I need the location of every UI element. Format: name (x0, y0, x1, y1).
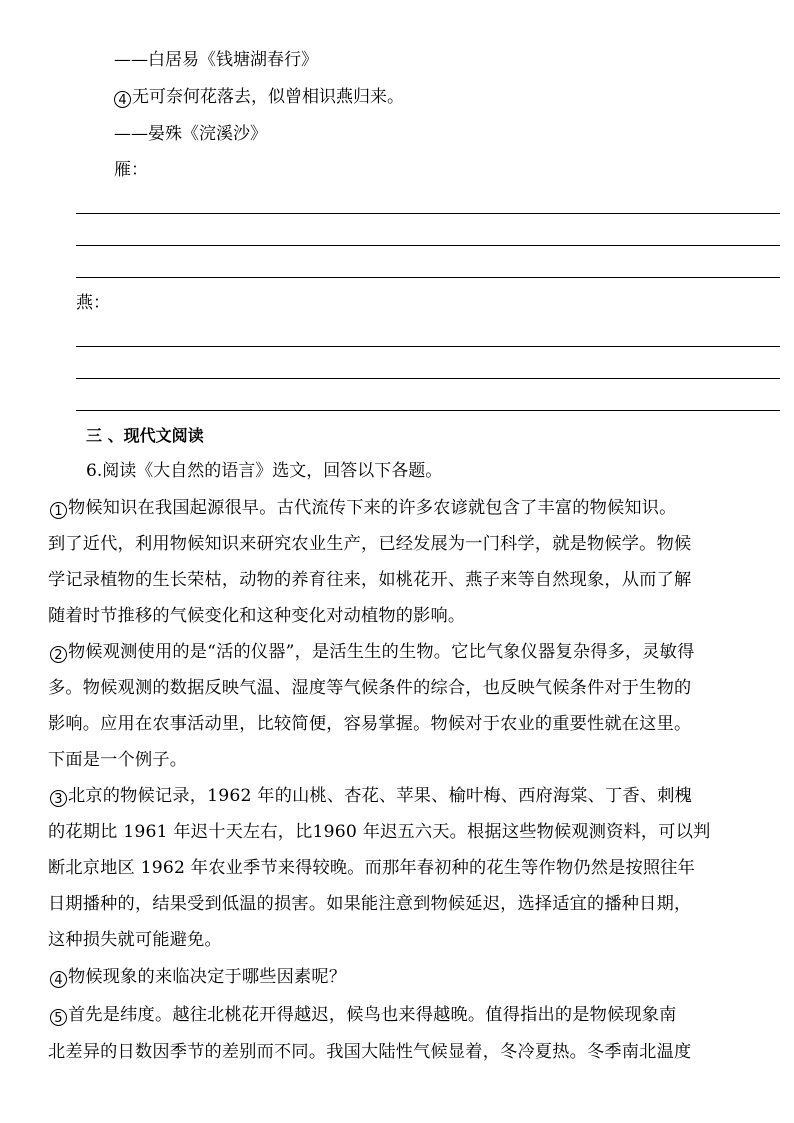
paragraph-text: 物候观测使用的是“活的仪器”，是活生生的生物。它比气象仪器复杂得多，灵敏得 (68, 642, 695, 662)
answer-line-swallow-3[interactable] (76, 410, 780, 411)
paragraph-2-line-4: 下面是一个例子。 (48, 750, 188, 770)
answer-label-swallow: 燕： (76, 293, 110, 313)
paragraph-3-line-4: 日期播种的，结果受到低温的损害。如果能注意到物候延迟，选择适宜的播种日期， (48, 894, 692, 914)
poem-source-yan-shu: ——晏殊《浣溪沙》 (114, 124, 267, 144)
paragraph-5-line-1 (50, 1004, 677, 1026)
paragraph-text: 物候现象的来临决定于哪些因素呢？ (68, 967, 347, 987)
answer-line-goose-2[interactable] (76, 245, 780, 246)
paragraph-2-line-2: 多。物候观测的数据反映气温、湿度等气候条件的综合，也反映气候条件对于生物的 (48, 678, 692, 698)
paragraph-text: 首先是纬度。越往北桃花开得越迟，候鸟也来得越晚。值得指出的是物候现象南 (68, 1005, 677, 1025)
paragraph-3-line-3: 断北京地区 1962 年农业季节来得较晚。而那年春初种的花生等作物仍然是按照往年 (48, 858, 696, 878)
answer-line-swallow-1[interactable] (76, 346, 780, 347)
paragraph-3-line-1 (50, 785, 692, 807)
paragraph-2-line-3: 影响。应用在农事活动里，比较简便，容易掌握。物候对于农业的重要性就在这里。 (48, 714, 692, 734)
answer-line-swallow-2[interactable] (76, 378, 780, 379)
poem-line-4 (114, 86, 404, 108)
circled-number: 4 (114, 91, 131, 108)
answer-label-goose: 雁： (114, 160, 148, 180)
circled-number: 4 (50, 971, 67, 988)
section-heading: 三 、现代文阅读 (86, 426, 204, 445)
paragraph-3-line-2: 的花期比 1961 年迟十天左右，比1960 年迟五六天。根据这些物候观测资料，可以判 (48, 822, 711, 842)
paragraph-1-line-4: 随着时节推移的气候变化和这种变化对动植物的影响。 (48, 606, 466, 626)
poem-source-bai-juyi: ——白居易《钱塘湖春行》 (114, 50, 318, 70)
paragraph-1-line-3: 学记录植物的生长荣枯，动物的养育往来，如桃花开、燕子来等自然现象，从而了解 (48, 570, 692, 590)
paragraph-3-line-5: 这种损失就可能避免。 (48, 930, 222, 950)
answer-line-goose-3[interactable] (76, 277, 780, 278)
paragraph-text: 物候知识在我国起源很早。古代流传下来的许多农谚就包含了丰富的物候知识。 (68, 498, 677, 518)
paragraph-text: 北京的物候记录，1962 年的山桃、杏花、苹果、榆叶梅、西府海棠、丁香、刺槐 (68, 786, 692, 806)
circled-number: 5 (50, 1009, 67, 1026)
paragraph-5-line-2: 北差异的日数因季节的差别而不同。我国大陆性气候显着，冬冷夏热。冬季南北温度 (48, 1042, 692, 1062)
paragraph-1-line-2: 到了近代，利用物候知识来研究农业生产，已经发展为一门科学，就是物候学。物候 (48, 534, 692, 554)
poem-line-4-text: 无可奈何花落去，似曾相识燕归来。 (132, 87, 404, 107)
circled-number: 3 (50, 790, 67, 807)
question-prompt: 6.阅读《大自然的语言》选文，回答以下各题。 (86, 461, 443, 481)
answer-line-goose-1[interactable] (76, 213, 780, 214)
circled-number: 2 (50, 646, 67, 663)
circled-number: 1 (50, 502, 67, 519)
paragraph-1-line-1 (50, 497, 677, 519)
paragraph-4-line-1 (50, 966, 346, 988)
paragraph-2-line-1 (50, 641, 695, 663)
